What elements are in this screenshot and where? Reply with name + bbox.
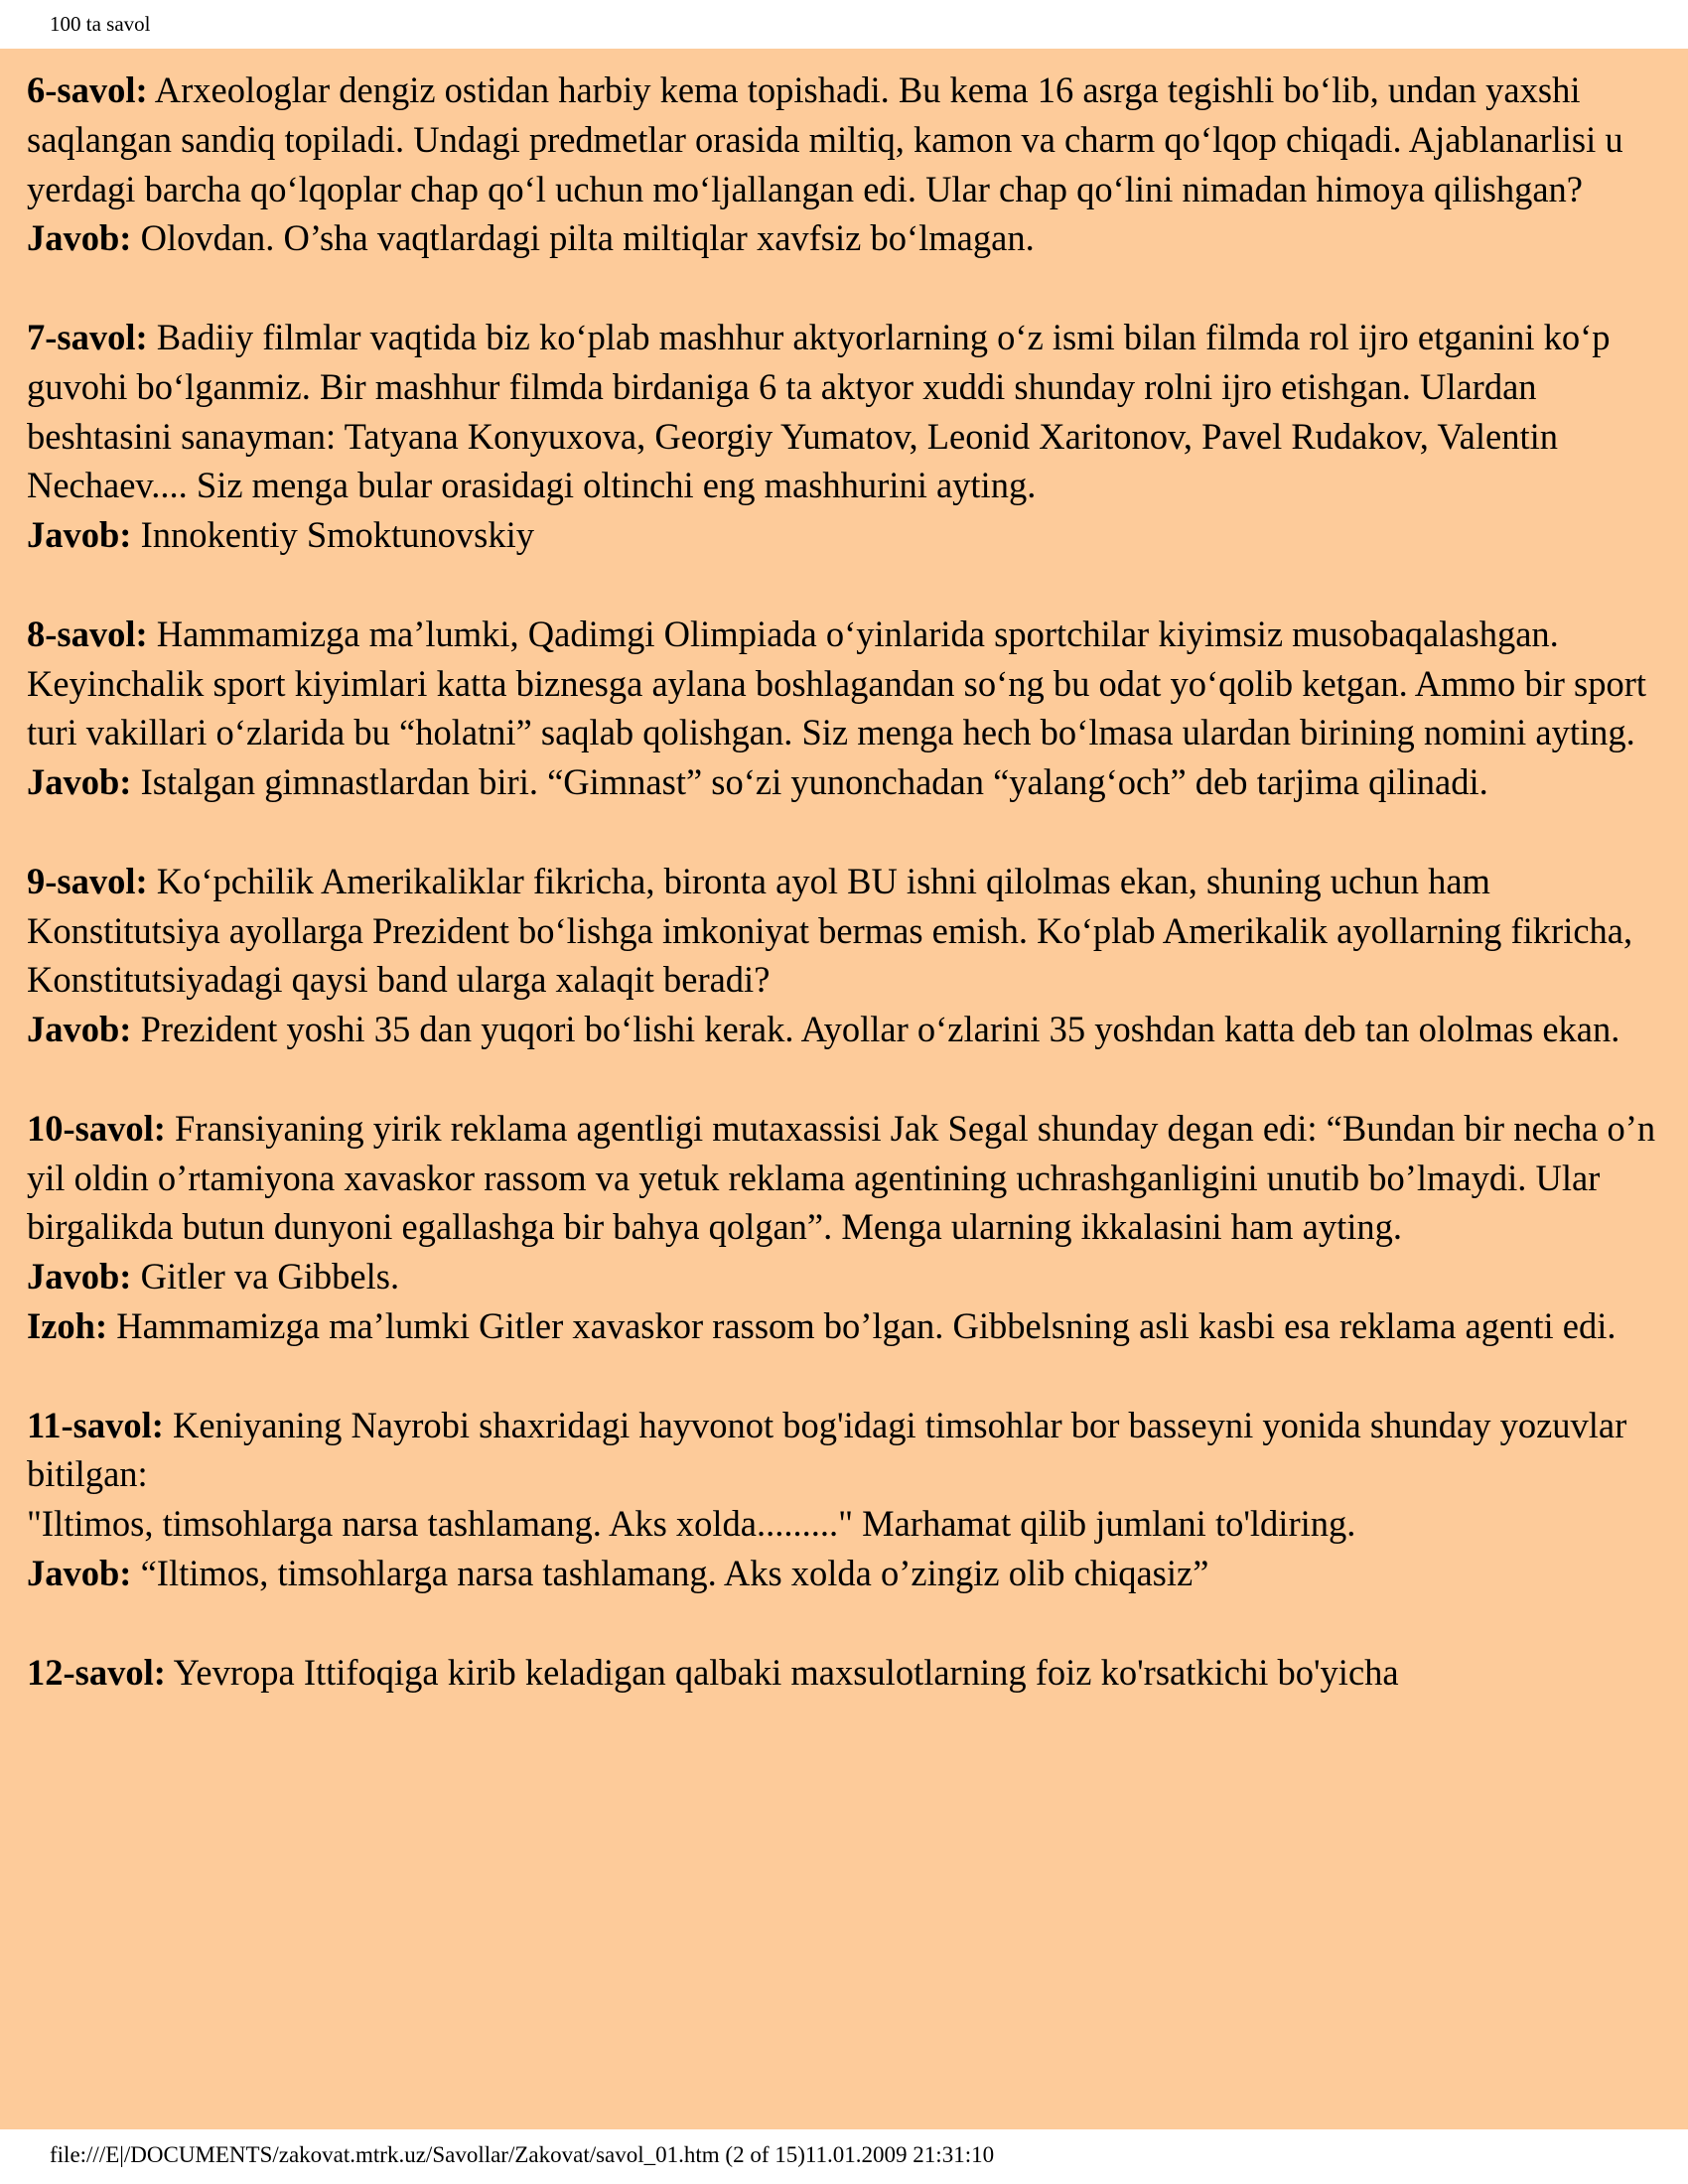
answer-text: Innokentiy Smoktunovskiy <box>131 514 535 556</box>
question-line <box>27 610 1663 757</box>
question-quote-text: "Iltimos, timsohlarga narsa tashlamang. Aks xolda........." Marhamat qilib jumlani to'ldiring. <box>27 1503 1356 1545</box>
question-text: Yevropa Ittifoqiga kirib keladigan qalbaki maxsulotlarning foiz ko'rsatkichi bo'yicha <box>165 1651 1399 1693</box>
question-text: Fransiyaning yirik reklama agentligi mutaxassisi Jak Segal shunday degan edi: “Bundan bir necha o’n yil oldin o’rtamiyona xavaskor rassom va yetuk reklama agentining uchrashganligini unutib bo’lmaydi. Ular birgalikda butun dunyoni egallashga bir bahya qolgan”. Menga ularning ikkalasini ham ayting. <box>27 1107 1656 1248</box>
question-text: Hammamizga ma’lumki, Qadimgi Olimpiada o‘yinlarida sportchilar kiyimsiz musobaqalashgan. Keyinchalik sport kiyimlari katta biznesga aylana boshlagandan so‘ng bu odat yo‘qolib ketgan. Ammo bir sport turi vakillari o‘zlarida bu “holatni” saqlab qolishgan. Siz menga hech bo‘lmasa ulardan birining nomini ayting. <box>27 613 1646 753</box>
answer-line <box>27 1252 1663 1301</box>
question-block-8 <box>27 610 1663 807</box>
question-text: Badiiy filmlar vaqtida biz ko‘plab mashhur aktyorlarning o‘z ismi bilan filmda rol ijro etganini ko‘p guvohi bo‘lganmiz. Bir mashhur filmda birdaniga 6 ta aktyor xuddi shunday rolni ijro etishgan. Ulardan beshtasini sanayman: Tatyana Konyuxova, Georgiy Yumatov, Leonid Xaritonov, Pavel Rudakov, Valentin Nechaev.... Siz menga bular orasidagi oltinchi eng mashhurini ayting. <box>27 316 1611 506</box>
note-label: Izoh: <box>27 1304 108 1346</box>
answer-text: Istalgan gimnastlardan biri. “Gimnast” so‘zi yunonchadan “yalang‘och” deb tarjima qilinadi. <box>131 761 1488 803</box>
question-line <box>27 1104 1663 1252</box>
answer-line <box>27 757 1663 807</box>
question-label: 8-savol: <box>27 613 148 654</box>
question-text: Arxeologlar dengiz ostidan harbiy kema topishadi. Bu kema 16 asrga tegishli bo‘lib, undan yaxshi saqlangan sandiq topiladi. Undagi predmetlar orasida miltiq, kamon va charm qo‘lqop chiqadi. Ajablanarlisi u yerdagi barcha qo‘lqoplar chap qo‘l uchun mo‘ljallangan edi. Ular chap qo‘lini nimadan himoya qilishgan? <box>27 69 1623 209</box>
question-text: Ko‘pchilik Amerikaliklar fikricha, bironta ayol BU ishni qilolmas ekan, shuning uchun ham Konstitutsiya ayollarga Prezident bo‘lishga imkoniyat bermas emish. Ko‘plab Amerikalik ayollarning fikricha, Konstitutsiyadagi qaysi band ularga xalaqit beradi? <box>27 860 1633 1001</box>
question-line <box>27 66 1663 213</box>
answer-line <box>27 1005 1663 1054</box>
note-line <box>27 1301 1663 1351</box>
answer-label: Javob: <box>27 1552 132 1593</box>
question-line <box>27 1401 1663 1500</box>
question-block-11 <box>27 1401 1663 1598</box>
question-block-6 <box>27 66 1663 263</box>
answer-label: Javob: <box>27 514 132 556</box>
note-text: Hammamizga ma’lumki Gitler xavaskor rassom bo’lgan. Gibbelsning asli kasbi esa reklama agenti edi. <box>107 1304 1617 1346</box>
question-text: Keniyaning Nayrobi shaxridagi hayvonot bog'idagi timsohlar bor basseyni yonida shunday yozuvlar bitilgan: <box>27 1404 1627 1495</box>
answer-text: Gitler va Gibbels. <box>131 1256 400 1297</box>
question-quote-line <box>27 1499 1663 1549</box>
page-footer-url: file:///E|/DOCUMENTS/zakovat.mtrk.uz/Savollar/Zakovat/savol_01.htm (2 of 15)11.01.2009 21:31:10 <box>50 2142 995 2167</box>
document-body <box>0 49 1688 2129</box>
answer-line <box>27 213 1663 263</box>
question-block-10 <box>27 1104 1663 1351</box>
question-block-9 <box>27 857 1663 1054</box>
answer-label: Javob: <box>27 217 132 259</box>
question-label: 7-savol: <box>27 316 148 357</box>
question-label: 10-savol: <box>27 1107 166 1149</box>
question-block-12 <box>27 1648 1663 1698</box>
answer-text: Olovdan. O’sha vaqtlardagi pilta miltiqlar xavfsiz bo‘lmagan. <box>131 217 1035 259</box>
question-label: 6-savol: <box>27 69 148 110</box>
question-label: 9-savol: <box>27 860 148 901</box>
answer-label: Javob: <box>27 761 132 803</box>
question-label: 11-savol: <box>27 1404 164 1445</box>
question-label: 12-savol: <box>27 1651 166 1693</box>
question-line <box>27 857 1663 1005</box>
answer-text: Prezident yoshi 35 dan yuqori bo‘lishi kerak. Ayollar o‘zlarini 35 yoshdan katta deb tan ololmas ekan. <box>131 1009 1620 1050</box>
page-header: 100 ta savol <box>50 12 151 36</box>
answer-text: “Iltimos, timsohlarga narsa tashlamang. Aks xolda o’zingiz olib chiqasiz” <box>131 1552 1209 1593</box>
question-line <box>27 313 1663 510</box>
answer-line <box>27 1549 1663 1598</box>
question-line <box>27 1648 1663 1698</box>
answer-label: Javob: <box>27 1009 132 1050</box>
question-block-7 <box>27 313 1663 560</box>
answer-line <box>27 510 1663 560</box>
answer-label: Javob: <box>27 1256 132 1297</box>
